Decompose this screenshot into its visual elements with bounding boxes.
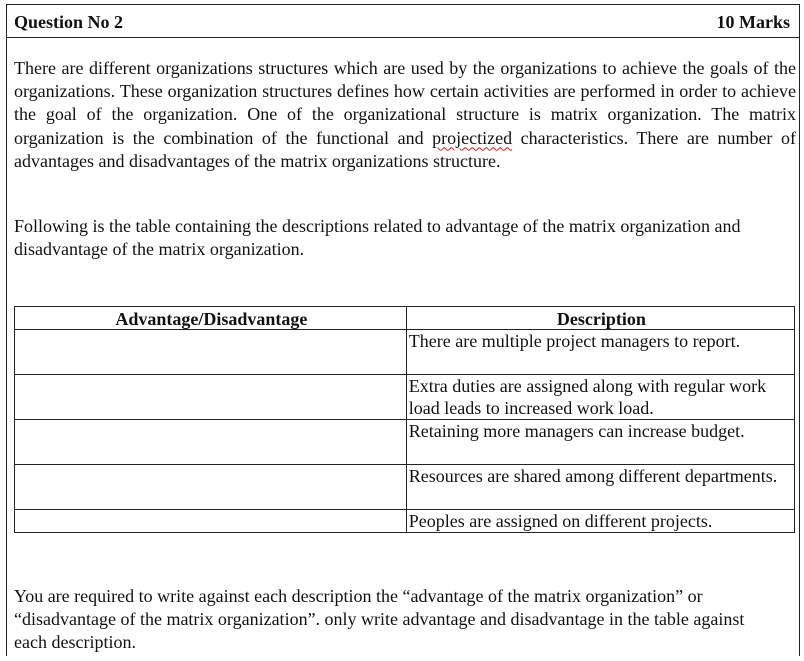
table-row	[15, 465, 795, 510]
table-row	[15, 330, 795, 375]
description-cell: Retaining more managers can increase budget.	[406, 420, 794, 465]
answer-cell[interactable]	[15, 330, 407, 375]
answer-cell[interactable]	[15, 465, 407, 510]
description-cell: Resources are shared among different departments.	[406, 465, 794, 510]
advantage-table	[14, 306, 795, 533]
intro-text-part1: There are different organizations structures which are used by the organizations to achieve the goals of the organizations. These organization structures defines how certain activities are performed in order to achieve the goal of the organization. One of the organizational structure is matrix organization. The matrix organization is the combination of the functional and	[14, 58, 796, 148]
intro-text-part2: characteristics. There are number of advantages and disadvantages of the matrix organizations structure.	[14, 127, 796, 171]
description-cell: Peoples are assigned on different projects.	[406, 510, 794, 533]
table-row	[15, 420, 795, 465]
description-cell: There are multiple project managers to report.	[406, 330, 794, 375]
table-intro-paragraph: Following is the table containing the descriptions related to advantage of the matrix organization and disadvantage of the matrix organization.	[14, 216, 741, 260]
intro-paragraph	[14, 57, 796, 173]
answer-cell[interactable]	[15, 510, 407, 533]
column-header-advantage: Advantage/Disadvantage	[15, 307, 407, 330]
misspelled-word: projectized	[432, 127, 513, 148]
column-header-description: Description	[406, 307, 794, 330]
question-header	[14, 12, 792, 36]
table-header-row	[15, 307, 795, 330]
table-row	[15, 510, 795, 533]
description-cell: Extra duties are assigned along with regular work load leads to increased work load.	[406, 375, 794, 420]
answer-cell[interactable]	[15, 375, 407, 420]
instructions-paragraph: You are required to write against each description the “advantage of the matrix organization” or “disadvantage of the matrix organization”. only write advantage and disadvantage in the table against each description.	[14, 586, 745, 652]
question-marks: 10 Marks	[716, 12, 790, 32]
answer-cell[interactable]	[15, 420, 407, 465]
table-row	[15, 375, 795, 420]
question-title: Question No 2	[14, 12, 124, 32]
header-divider	[6, 37, 800, 38]
